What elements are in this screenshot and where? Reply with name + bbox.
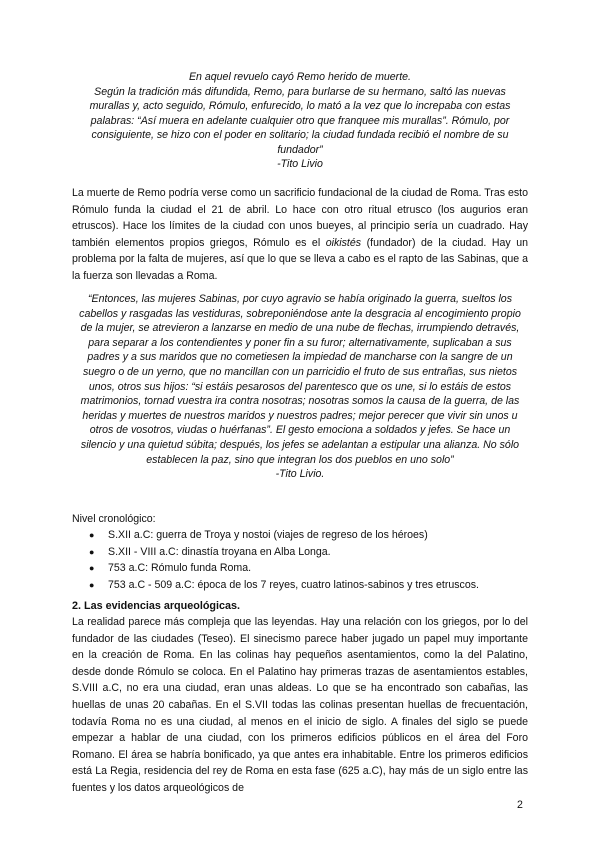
quote-line: fundador” <box>277 143 323 156</box>
paragraph-text <box>72 185 528 285</box>
livy-quote-sabinas <box>72 292 528 482</box>
paragraph-text-part: (fundador) de la ciudad. Hay un problema por la falta de mujeres, así que lo que se lleva a cabo es el rapto de las Sabinas, que a la fuerza son llevadas a Roma. <box>72 236 528 282</box>
section-heading: 2. Las evidencias arqueológicas. <box>72 600 241 612</box>
livy-quote-remo <box>72 70 528 172</box>
chronology-list <box>72 527 528 593</box>
bullet-icon: ● <box>89 563 95 574</box>
list-item <box>72 560 528 577</box>
bullet-icon: ● <box>89 530 95 540</box>
quote-line: consiguiente, se hizo con el poder en solitario; la ciudad fundada recibió el nombre de su <box>91 129 509 141</box>
list-item-text: S.XII a.C: guerra de Troya y nostoi (viajes de regreso de los héroes) <box>108 529 428 541</box>
paragraph-foundation <box>72 185 528 285</box>
quote-text: “Entonces, las mujeres Sabinas, por cuyo agravio se había originado la guerra, sueltos los cabellos y rasgadas las vestiduras, sobreponiéndose ante la desgracia al encogimiento propio de la mujer, se atrevieron a lanzarse en medio de una nube de flechas, irrumpiendo detravés, para separar a los contendientes y poner fin a su furor; alternativamente, suplicaban a sus padres y a sus maridos que no cometiesen la impiedad de mancharse con la sangre de un suegro o de un yerno, que no mancillan con un parricidio el fruto de sus entrañas, sus nietos unos, otros sus hijos: “si estáis pesarosos del parentesco que os une, si lo estáis de estos matrimonios, tornad vuestra ira contra nosotras; nosotras somos la causa de la guerra, de las heridas y muertes de nuestros maridos y nuestros padres; mejor perecer que vivir sin unos u otros de vosotros, viudas o huérfanas”. El gesto emociona a soldados y jefes. Se hace un silencio y una quietud súbita; después, los jefes se adelantan a estipular una alianza. No sólo establecen la paz, sino que integran los dos pueblos en uno solo” <box>79 293 521 466</box>
paragraph-text-part: La muerte de Remo podría verse como un sacrificio fundacional de la ciudad de Roma. Tras esto Rómulo funda la ciudad el 21 de abril. Lo hace con otro ritual etrusco (los augurios eran etruscos). Hace los límites de la ciudad con unos bueyes, al principio sería un cuadrado. Hay también elementos propios griegos, Rómulo es el <box>72 187 528 249</box>
section-body <box>72 614 528 797</box>
quote-line: palabras: “Así muera en adelante cualquier otro que franquee mis murallas”. Rómulo, por <box>90 114 510 127</box>
list-item-text: 753 a.C: Rómulo funda Roma. <box>108 562 252 575</box>
quote-line: En aquel revuelo cayó Remo herido de muerte. <box>188 71 411 83</box>
quote-line: Según la tradición más difundida, Remo, para burlarse de su hermano, saltó las nuevas <box>94 85 506 98</box>
section-text: La realidad parece más compleja que las leyendas. Hay una relación con los griegos, por lo del fundador de las ciudades (Teseo). El sinecismo parece haber jugado un papel muy importante en la creación de Roma. En las colinas hay pequeños asentamientos, como la del Palatino, desde donde Rómulo se coloca. En el Palatino hay primeras trazas de asentamientos estables, S.VIII a.C, no era una ciudad, eran unas aldeas. Lo que se ha encontrado son cabañas, las huellas de unas 20 cabañas. En el S.VII todas las colinas presentan huellas de frecuentación, todavía Roma no es una ciudad, al menos en el inicio de siglo. A finales del siglo se puede empezar a hablar de una ciudad, con los primeros edificios públicos en el área del Foro Romano. El área se habría bonificado, ya que antes era inhabitable. Entre los primeros edificios está La Regia, residencia del rey de Roma en esta fase (625 a.C), hay más de un siglo entre las fuentes y los datos arqueológicos de <box>72 616 528 794</box>
page-number: 2 <box>517 799 523 811</box>
list-item <box>72 527 528 544</box>
quote-author: -Tito Livio <box>277 158 323 170</box>
quote-line: murallas y, acto seguido, Rómulo, enfurecido, lo mató a la vez que lo increpaba con estas <box>89 100 511 112</box>
list-item <box>72 544 528 561</box>
list-item <box>72 577 528 594</box>
list-item-text: 753 a.C - 509 a.C: época de los 7 reyes, cuatro latinos-sabinos y tres etruscos. <box>108 578 479 591</box>
chronology-title: Nivel cronológico: <box>72 513 156 525</box>
bullet-icon: ● <box>89 579 95 590</box>
bullet-icon: ● <box>89 546 95 557</box>
quote-author: -Tito Livio. <box>275 468 325 481</box>
term-oikistes: oikistés <box>325 236 362 249</box>
list-item-text: S.XII - VIII a.C: dinastía troyana en Alba Longa. <box>108 545 331 558</box>
